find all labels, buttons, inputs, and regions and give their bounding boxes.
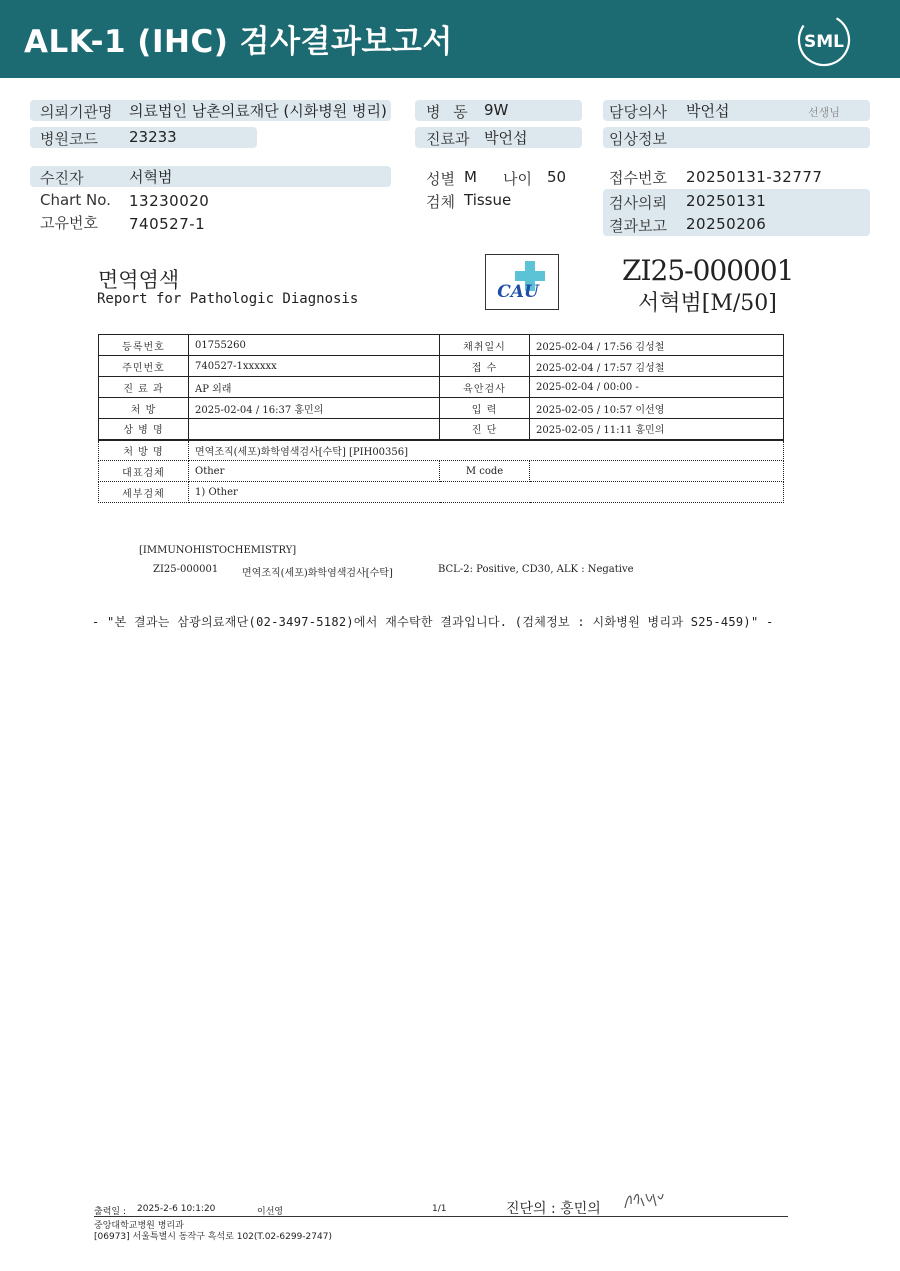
- table-cell: 2025-02-04 / 17:57 김성철: [530, 356, 784, 377]
- ihc-heading: [IMMUNOHISTOCHEMISTRY]: [139, 545, 297, 556]
- patient-value: 서혁범: [129, 168, 173, 186]
- table-header: 입 력: [440, 398, 530, 419]
- table-row: [99, 398, 784, 419]
- age-value: 50: [547, 168, 567, 186]
- rep-specimen: Other: [189, 461, 440, 482]
- hospital-code-value: 23233: [129, 128, 177, 146]
- report-title-en: Report for Pathologic Diagnosis: [97, 291, 359, 307]
- svg-text:CAU: CAU: [497, 282, 539, 302]
- ward-label: 병 동: [426, 103, 472, 121]
- table-row: [99, 419, 784, 440]
- ward-value: 9W: [484, 101, 509, 119]
- detail-specimen: 1) Other: [189, 482, 784, 503]
- doctor-value: 박언섭: [686, 102, 730, 120]
- patient-label: 수진자: [40, 169, 84, 187]
- table-row: [99, 482, 784, 503]
- table-header: 대표검체: [99, 461, 189, 482]
- table-row: [99, 335, 784, 356]
- chart-no-label: Chart No.: [40, 191, 111, 209]
- page-title: ALK-1 (IHC) 검사결과보고서: [24, 24, 453, 60]
- doctor-suffix: 선생님: [808, 106, 840, 119]
- table-header: 주민번호: [99, 356, 189, 377]
- table-row: [99, 440, 784, 461]
- table-header: 세부검체: [99, 482, 189, 503]
- referral-notice: - "본 결과는 삼광의료재단(02-3497-5182)에서 재수탁한 결과입니다. (검체정보 : 시화병원 병리과 S25-459)" -: [92, 615, 774, 629]
- table-header: 진 료 과: [99, 377, 189, 398]
- order-name: 면역조직(세포)화학염색검사[수탁] [PIH00356]: [189, 440, 784, 461]
- zi-number: ZI25-000001: [622, 254, 794, 287]
- ihc-number: ZI25-000001: [153, 564, 219, 575]
- table-header: 접 수: [440, 356, 530, 377]
- doctor-label: 담당의사: [609, 103, 667, 121]
- table-header: 진 단: [440, 419, 530, 440]
- sex-value: M: [464, 168, 477, 186]
- result-label: 결과보고: [609, 217, 667, 235]
- table-cell: 2025-02-05 / 10:57 이선영: [530, 398, 784, 419]
- table-header: 상 병 명: [99, 419, 189, 440]
- zi-patient: 서혁범[M/50]: [638, 291, 777, 316]
- table-cell: 01755260: [189, 335, 440, 356]
- specimen-value: Tissue: [464, 191, 512, 209]
- age-label: 나이: [503, 170, 532, 188]
- mcode-label: M code: [440, 461, 530, 482]
- specimen-label: 검체: [426, 193, 455, 211]
- cau-logo: [485, 254, 559, 310]
- print-datetime: 2025-2-6 10:1:20: [137, 1204, 216, 1214]
- receipt-value: 20250131-32777: [686, 168, 823, 186]
- mcode-value: [530, 461, 784, 482]
- table-header: 등록번호: [99, 335, 189, 356]
- print-label: 출력일 :: [94, 1207, 126, 1217]
- receipt-label: 접수번호: [609, 169, 667, 187]
- table-cell: 2025-02-04 / 17:56 김성철: [530, 335, 784, 356]
- ihc-result: BCL-2: Positive, CD30, ALK : Negative: [438, 564, 634, 575]
- request-value: 20250131: [686, 192, 767, 210]
- cau-cross-icon: [486, 255, 558, 309]
- unique-no-label: 고유번호: [40, 214, 98, 232]
- request-label: 검사의뢰: [609, 194, 667, 212]
- unique-no-value: 740527-1: [129, 215, 206, 233]
- sml-logo: [796, 12, 852, 68]
- table-cell: AP 외래: [189, 377, 440, 398]
- institution-value: 의료법인 남촌의료재단 (시화병원 병리): [129, 102, 387, 120]
- page-number: 1/1: [432, 1204, 447, 1214]
- address-line: [06973] 서울특별시 동작구 흑석로 102(T.02-6299-2747): [94, 1232, 332, 1242]
- table-row: [99, 377, 784, 398]
- ihc-test: 면역조직(세포)화학염색검사[수탁]: [242, 568, 393, 579]
- table-cell: 2025-02-04 / 00:00 -: [530, 377, 784, 398]
- table-row: [99, 356, 784, 377]
- table-cell: 2025-02-04 / 16:37 홍민의: [189, 398, 440, 419]
- table-header: 처 방: [99, 398, 189, 419]
- diagnosis-label: 진단의 :: [506, 1201, 556, 1217]
- signature-image: [622, 1186, 666, 1216]
- printer-name: 이선영: [257, 1207, 284, 1217]
- table-row: [99, 461, 784, 482]
- footer-divider: [94, 1216, 788, 1217]
- report-table: [98, 334, 784, 503]
- dept-value: 박언섭: [484, 129, 528, 147]
- hospital-line: 중앙대학교병원 병리과: [94, 1221, 184, 1231]
- svg-text:SML: SML: [804, 32, 844, 52]
- clinical-label: 임상정보: [609, 130, 667, 148]
- diagnosis-doctor: 홍민의: [560, 1201, 601, 1217]
- table-cell: 2025-02-05 / 11:11 홍민의: [530, 419, 784, 440]
- institution-label: 의뢰기관명: [40, 103, 113, 121]
- sex-label: 성별: [426, 170, 455, 188]
- report-header: [0, 0, 900, 78]
- table-header: 육안검사: [440, 377, 530, 398]
- report-title-kr: 면역염색: [98, 268, 180, 292]
- chart-no-value: 13230020: [129, 192, 210, 210]
- dept-label: 진료과: [426, 130, 470, 148]
- table-cell: 740527-1xxxxxx: [189, 356, 440, 377]
- table-header: 채취일시: [440, 335, 530, 356]
- table-cell: [189, 419, 440, 440]
- table-header: 처 방 명: [99, 440, 189, 461]
- hospital-code-label: 병원코드: [40, 130, 98, 148]
- diagnosis-line: [506, 1198, 601, 1218]
- result-value: 20250206: [686, 215, 767, 233]
- patient-row: [30, 166, 391, 187]
